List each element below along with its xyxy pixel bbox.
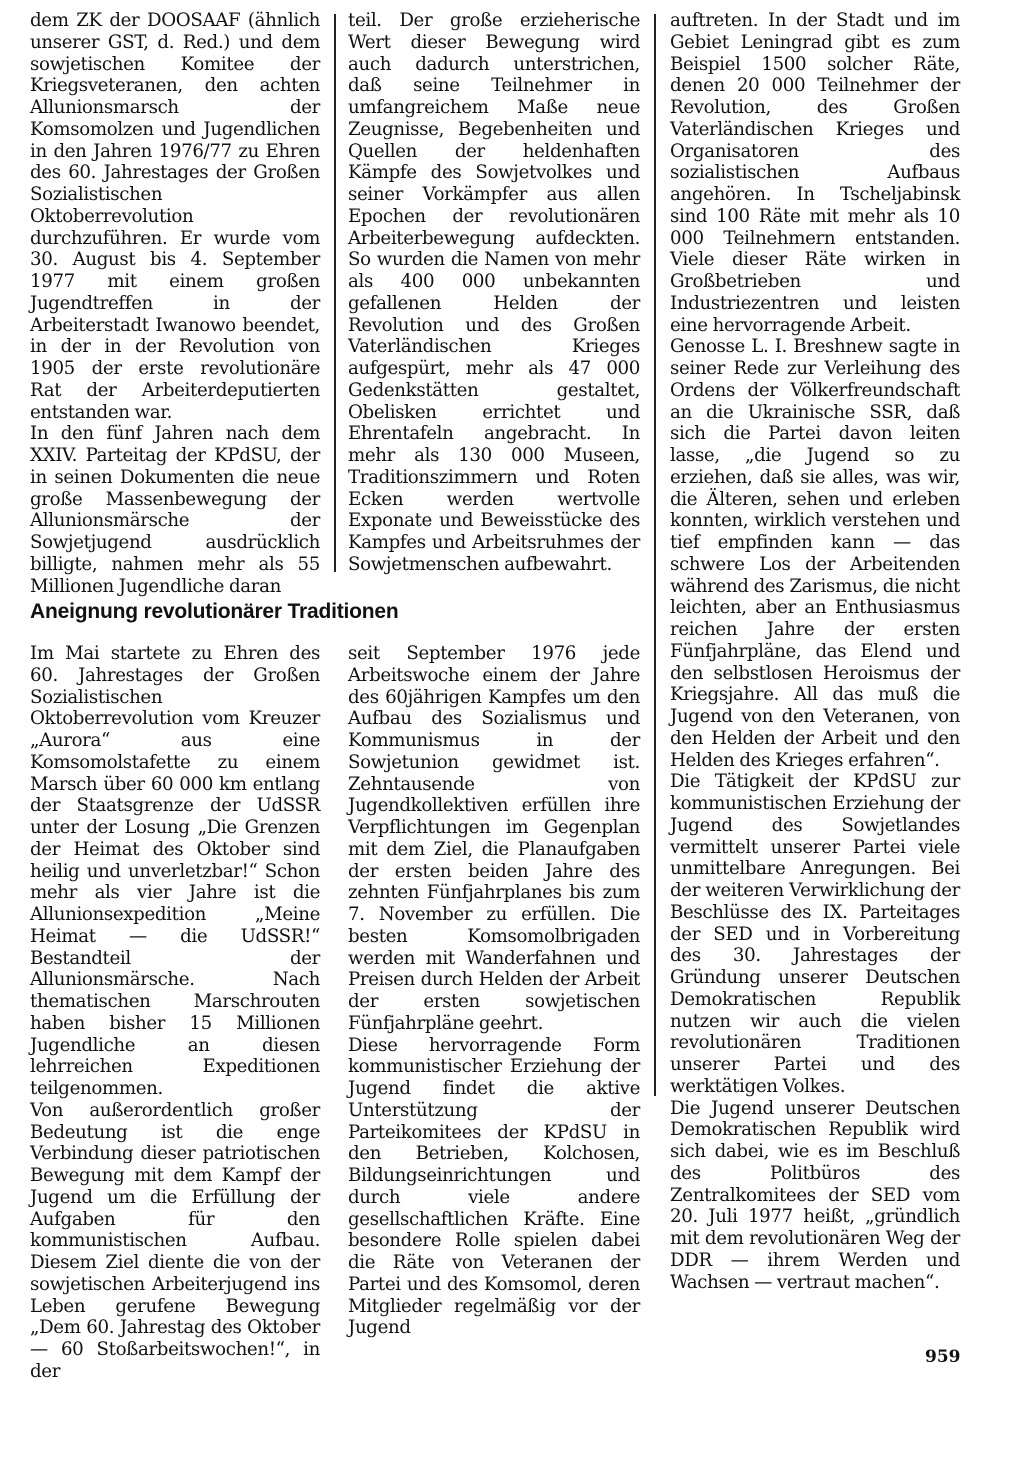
top-column-1 — [30, 10, 320, 597]
column-rule — [654, 14, 656, 1096]
page-number: 959 — [925, 1347, 961, 1367]
paragraph: Von außerordentlich großer Bedeutung ist die enge Verbindung dieser patriotischen Bewegung mit dem Kampf der Jugend um die Erfüllung der Aufgaben für den kommunistischen Aufbau. Diesem Ziel diente die von der sowjetischen Arbeiterjugend ins Leben gerufene Bewegung „Dem 60. Jahrestag des Oktober — 60 Stoßarbeitswochen!“, in der — [30, 1099, 320, 1382]
column-rule — [334, 14, 336, 572]
paragraph: auftreten. In der Stadt und im Gebiet Leningrad gibt es zum Beispiel 1500 solcher Räte, denen 20 000 Teilnehmer der Revolution, des Großen Vaterländischen Krieges und Organisatoren des sozialistischen Aufbaus angehören. In Tscheljabinsk sind 100 Räte mit mehr als 10 000 Teilnehmern entstanden. Viele dieser Räte wirken in Großbetrieben und Industriezentren und leisten eine hervorragende Arbeit. — [670, 10, 960, 336]
paragraph: Die Jugend unserer Deutschen Demokratischen Republik wird sich dabei, wie es im Beschluß des Politbüros des Zentralkomitees der SED vom 20. Juli 1977 heißt, „gründlich mit dem revolutionären Weg der DDR — ihrem Werden und Wachsen — vertraut machen“. — [670, 1097, 960, 1293]
right-column — [670, 10, 960, 1293]
paragraph: Die Tätigkeit der KPdSU zur kommunistischen Erziehung der Jugend des Sowjetlandes vermittelt unserer Partei viele unmittelbare Anregungen. Bei der weiteren Verwirklichung der Beschlüsse des IX. Parteitages der SED und in Vorbereitung des 30. Jahrestages der Gründung unserer Deutschen Demokratischen Republik nutzen wir auch die vielen revolutionären Traditionen unserer Partei und des werktätigen Volkes. — [670, 771, 960, 1097]
section-heading: Aneignung revolutionärer Traditionen — [30, 600, 399, 623]
paragraph: seit September 1976 jede Arbeitswoche einem der Jahre des 60jährigen Kampfes um den Aufbau des Sozialismus und Kommunismus in der Sowjetunion gewidmet ist. Zehntausende von Jugendkollektiven erfüllen ihre Verpflichtungen im Gegenplan mit dem Ziel, die Planaufgaben der ersten beiden Jahre des zehnten Fünfjahrplanes bis zum 7. November zu erfüllen. Die besten Komsomolbrigaden werden mit Wanderfahnen und Preisen durch Helden der Arbeit der ersten sowjetischen Fünfjahrpläne geehrt. — [348, 643, 640, 1034]
bottom-column-1 — [30, 643, 320, 1383]
paragraph: Im Mai startete zu Ehren des 60. Jahrestages der Großen Sozialistischen Oktoberrevolution vom Kreuzer „Aurora“ aus eine Komsomolstafette zu einem Marsch über 60 000 km entlang der Staatsgrenze der UdSSR unter der Losung „Die Grenzen der Heimat des Oktober sind heilig und unverletzbar!“ Schon mehr als vier Jahre ist die Allunionsexpedition „Meine Heimat — die UdSSR!“ Bestandteil der Allunionsmärsche. Nach thematischen Marschrouten haben bisher 15 Millionen Jugendliche an diesen lehrreichen Expeditionen teilgenommen. — [30, 643, 320, 1099]
bottom-column-2 — [348, 643, 640, 1339]
paragraph: dem ZK der DOOSAAF (ähnlich unserer GST, d. Red.) und dem sowjetischen Komitee der Kriegsveteranen, den achten Allunionsmarsch der Komsomolzen und Jugendlichen in den Jahren 1976/77 zu Ehren des 60. Jahrestages der Großen Sozialistischen Oktoberrevolution durchzuführen. Er wurde vom 30. August bis 4. September 1977 mit einem großen Jugendtreffen in der Arbeiterstadt Iwanowo beendet, in der in der Revolution von 1905 der erste revolutionäre Rat der Arbeiterdeputierten entstanden war. — [30, 10, 320, 423]
top-column-2 — [348, 10, 640, 576]
paragraph: Genosse L. I. Breshnew sagte in seiner Rede zur Verleihung des Ordens der Völkerfreundschaft an die Ukrainische SSR, daß sich die Partei davon leiten lasse, „die Jugend so zu erziehen, daß sie alles, was wir, die Älteren, sehen und erleben konnten, wirklich verstehen und tief empfinden kann — das schwere Los der Arbeitenden während des Zarismus, die nicht leichten, aber an Enthusiasmus reichen Jahre der ersten Fünfjahrpläne, das Elend und den selbstlosen Heroismus der Kriegsjahre. All das muß die Jugend von den Veteranen, von den Helden der Arbeit und den Helden des Krieges erfahren“. — [670, 336, 960, 771]
paragraph: In den fünf Jahren nach dem XXIV. Parteitag der KPdSU, der in seinen Dokumenten die neue große Massenbewegung der Allunionsmärsche der Sowjetjugend ausdrücklich billigte, nahmen mehr als 55 Millionen Jugendliche daran — [30, 423, 320, 597]
paragraph: Diese hervorragende Form kommunistischer Erziehung der Jugend findet die aktive Unterstützung der Parteikomitees der KPdSU in den Betrieben, Kolchosen, Bildungseinrichtungen und durch viele andere gesellschaftlichen Kräfte. Eine besondere Rolle spielen dabei die Räte von Veteranen der Partei und des Komsomol, deren Mitglieder regelmäßig vor der Jugend — [348, 1034, 640, 1339]
paragraph: teil. Der große erzieherische Wert dieser Bewegung wird auch dadurch unterstrichen, daß seine Teilnehmer in umfangreichem Maße neue Zeugnisse, Begebenheiten und Quellen der heldenhaften Kämpfe des Sowjetvolkes und seiner Vorkämpfer aus allen Epochen der revolutionären Arbeiterbewegung aufdeckten. So wurden die Namen von mehr als 400 000 unbekannten gefallenen Helden der Revolution und des Großen Vaterländischen Krieges aufgespürt, mehr als 47 000 Gedenkstätten gestaltet, Obelisken errichtet und Ehrentafeln angebracht. In mehr als 130 000 Museen, Traditionszimmern und Roten Ecken werden wertvolle Exponate und Beweisstücke des Kampfes und Arbeitsruhmes der Sowjetmenschen aufbewahrt. — [348, 10, 640, 575]
